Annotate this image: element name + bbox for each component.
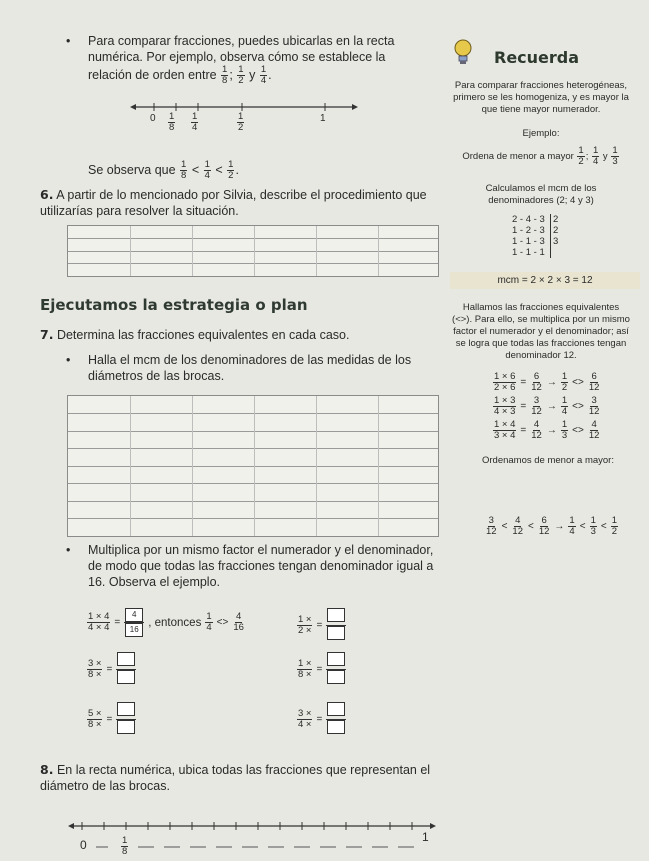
q7-bullet-1: • Halla el mcm de los denominadores de las medidas de los diámetros de las brocas. [88, 352, 438, 384]
q8-blank-lines [96, 845, 416, 849]
exercise-5-8: $\frac{5 \times}{8 \times}$ = [86, 702, 137, 737]
q7-example: $\frac{1 \times 4}{4 \times 4}$ = $\frac{4}{16}$ , entonces $\frac{1}{4}$ <> $\frac{4}{16}$ [86, 608, 246, 637]
answer-box[interactable] [327, 608, 345, 622]
recuerda-title: Recuerda [494, 48, 580, 67]
q8-one: 1 [422, 830, 429, 844]
mcm-table: 2 - 4 - 3 2 1 - 2 - 3 2 1 - 1 - 3 3 1 - 1 - 1 [512, 214, 559, 258]
answer-box[interactable] [327, 720, 345, 734]
recuerda-p3: Calculamos el mcm de los denominadores (2; 4 y 3) [485, 183, 597, 206]
exercise-1-8: $\frac{1 \times}{8 \times}$ = [296, 652, 347, 687]
answer-box[interactable] [327, 702, 345, 716]
frac-1-4: $\frac{1}{4}$ [260, 64, 267, 86]
recuerda-eq-3: $\frac{1 \times 4}{3 \times 4}$ = $\frac{4}{12}$ → $\frac{1}{3}$ <> $\frac{4}{12}$ [494, 419, 600, 441]
nl-frac-1-8: $\frac{1}{8}$ [169, 111, 175, 133]
nl-frac-1-4: $\frac{1}{4}$ [192, 111, 198, 133]
recuerda-p1: Para comparar fracciones heterogéneas, primero se les homogeniza, y es mayor la que tiene mayor numerador. [453, 80, 629, 115]
lightbulb-icon [452, 38, 474, 66]
observe-line: Se observa que $\frac{1}{8}$ < $\frac{1}{4}$ < $\frac{1}{2}$ . [88, 159, 239, 181]
recuerda-p4: Hallamos las fracciones equivalentes (<>). Para ello, se multiplica por un mismo factor el numerador y el denominador; así se logra que todas las fracciones tengan denominador 12. [452, 302, 630, 361]
section-title: Ejecutamos la estrategia o plan [40, 296, 308, 314]
exercise-3-8: $\frac{3 \times}{8 \times}$ = [86, 652, 137, 687]
q8-frac-1-8: $\frac{1}{8}$ [122, 835, 128, 857]
mcm-result: mcm = 2 × 2 × 3 = 12 [450, 272, 640, 289]
nl-zero: 0 [150, 113, 156, 124]
exercise-1-2: $\frac{1 \times}{2 \times}$ = [296, 608, 347, 643]
number-line-q8[interactable] [68, 816, 438, 836]
frac-1-8: $\frac{1}{8}$ [222, 64, 228, 86]
answer-box[interactable] [327, 626, 345, 640]
answer-box[interactable] [117, 720, 135, 734]
answer-box[interactable] [327, 670, 345, 684]
q8-zero: 0 [80, 838, 87, 852]
q7-bullet-2: • Multiplica por un mismo factor el numerador y el denominador, de modo que todas las fracciones tengan denominador igual a 16. Observa el ejemplo. [88, 542, 443, 590]
recuerda-p5: Ordenamos de menor a mayor: [481, 455, 614, 466]
intro-text: Para comparar fracciones, puedes ubicarlas en la recta numérica. Por ejemplo, observa cómo se establece la relación de orden entre [88, 34, 395, 82]
answer-box[interactable] [117, 702, 135, 716]
answer-grid-q6[interactable] [67, 225, 439, 277]
question-7: 7. Determina las fracciones equivalentes en cada caso. [40, 327, 350, 342]
recuerda-ejemplo: Ejemplo: [522, 128, 560, 139]
recuerda-p2: Ordena de menor a mayor $\frac{1}{2}$ ; $\frac{1}{4}$ y $\frac{1}{3}$ [462, 145, 618, 167]
recuerda-eq-2: $\frac{1 \times 3}{4 \times 3}$ = $\frac{3}{12}$ → $\frac{1}{4}$ <> $\frac{3}{12}$ [494, 395, 600, 417]
nl-frac-1-2: $\frac{1}{2}$ [238, 111, 244, 133]
answer-box[interactable] [117, 670, 135, 684]
intro-bullet: • Para comparar fracciones, puedes ubicarlas en la recta numérica. Por ejemplo, observa cómo se establece la relación de orden entre $\frac{1}{8}$ ; $\frac{1}{2}$ y $\frac{1}{4}$ . [88, 33, 418, 86]
example-answer-num: 4 [125, 608, 143, 622]
exercise-3-4: $\frac{3 \times}{4 \times}$ = [296, 702, 347, 737]
question-8: 8. En la recta numérica, ubica todas las fracciones que representan el diámetro de las brocas. [40, 762, 431, 793]
recuerda-final-order: $\frac{3}{12}$ < $\frac{4}{12}$ < $\frac{6}{12}$ → $\frac{1}{4}$ < $\frac{1}{3}$ < $\frac{1}{2}$ [486, 515, 617, 537]
answer-grid-q7[interactable] [67, 395, 439, 537]
answer-box[interactable] [117, 652, 135, 666]
answer-box[interactable] [327, 652, 345, 666]
frac-1-2: $\frac{1}{2}$ [238, 64, 244, 86]
nl-one: 1 [320, 113, 326, 124]
example-answer-den: 16 [125, 623, 143, 637]
recuerda-eq-1: $\frac{1 \times 6}{2 \times 6}$ = $\frac{6}{12}$ → $\frac{1}{2}$ <> $\frac{6}{12}$ [494, 371, 600, 393]
question-6: 6. A partir de lo mencionado por Silvia, describe el procedimiento que utilizarías para resolver la situación. [40, 187, 427, 218]
